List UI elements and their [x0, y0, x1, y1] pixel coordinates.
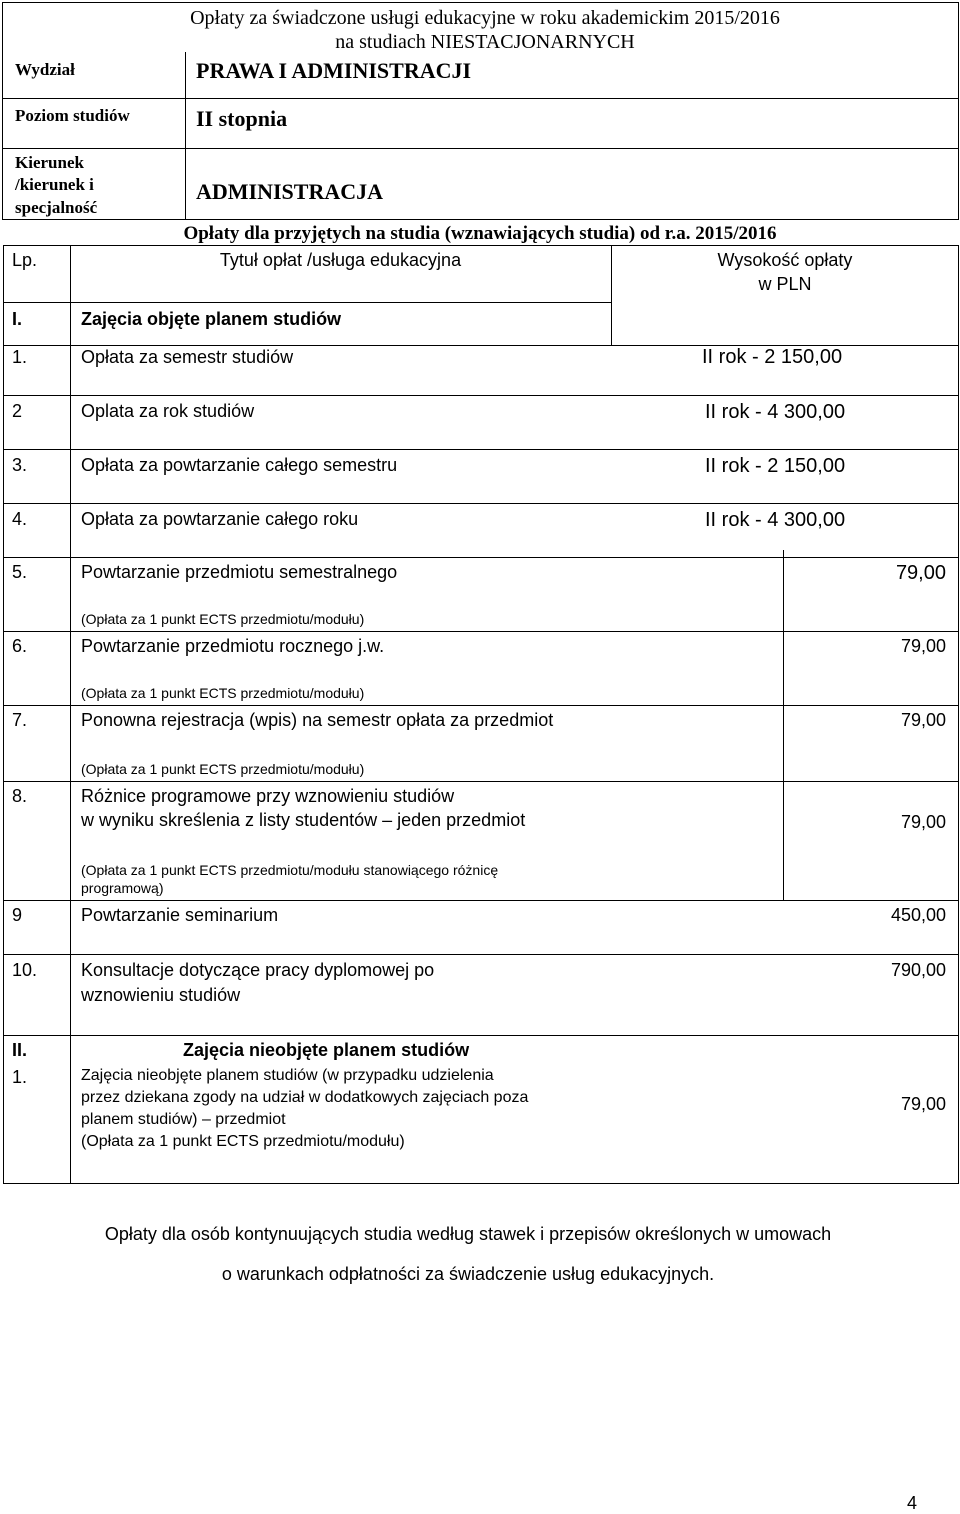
row-lp: 4. — [12, 509, 28, 529]
row-note-line2: programową) — [81, 880, 164, 896]
row-lp: 9 — [12, 905, 23, 925]
row-divider — [3, 557, 959, 558]
row-amount: II rok - 2 150,00 — [702, 346, 843, 368]
row-divider — [3, 395, 959, 396]
row-lp: 5. — [12, 562, 28, 582]
row-title: Opłata za powtarzanie całego roku — [81, 509, 359, 529]
row-title-line2: wznowieniu studiów — [81, 985, 241, 1005]
row-note: (Opłata za 1 punkt ECTS przedmiotu/modułu) — [81, 685, 365, 701]
row-amount: 450,00 — [890, 905, 946, 925]
row-amount: 79,00 — [900, 636, 946, 656]
section-title: Zajęcia objęte planem studiów — [81, 309, 342, 329]
row-lp: 7. — [12, 710, 28, 730]
row-amount: 79,00 — [900, 1094, 946, 1114]
section-number: I. — [12, 309, 23, 329]
row-divider — [3, 449, 959, 450]
row-text-line1: Zajęcia nieobjęte planem studiów (w przypadku udzielenia — [81, 1067, 494, 1084]
row-title: Opłata za powtarzanie całego semestru — [81, 455, 398, 475]
row-amount: 79,00 — [900, 710, 946, 730]
row-divider — [3, 781, 959, 782]
section-title: Zajęcia nieobjęte planem studiów — [183, 1040, 470, 1060]
row-note: (Opłata za 1 punkt ECTS przedmiotu/modułu) — [81, 761, 365, 777]
row-title: Ponowna rejestracja (wpis) na semestr opłata za przedmiot — [81, 710, 554, 730]
row-amount: 79,00 — [900, 812, 946, 832]
divider — [2, 98, 959, 99]
section-number: II. — [12, 1040, 28, 1060]
row-note: (Opłata za 1 punkt ECTS przedmiotu/modułu) — [81, 611, 365, 627]
document-title-line1: Opłaty za świadczone usługi edukacyjne w roku akademickim 2015/2016 — [190, 7, 780, 29]
row-lp: 10. — [12, 960, 38, 980]
row-amount: 79,00 — [895, 562, 946, 584]
row-lp: 3. — [12, 455, 28, 475]
row-divider — [3, 900, 959, 901]
footer-note-line2: o warunkach odpłatności za świadczenie usług edukacyjnych. — [221, 1264, 715, 1284]
row-lp: 6. — [12, 636, 28, 656]
row-text-line2: przez dziekana zgody na udział w dodatkowych zajęciach poza — [81, 1089, 529, 1106]
row-lp: 2 — [12, 401, 23, 421]
divider — [185, 52, 186, 220]
field-label-line2: /kierunek i — [15, 175, 94, 194]
faculty-label: Wydział — [15, 60, 75, 79]
divider — [783, 550, 784, 900]
row-note-line1: (Opłata za 1 punkt ECTS przedmiotu/modułu stanowiącego różnicę — [81, 862, 499, 878]
row-title: Powtarzanie przedmiotu rocznego j.w. — [81, 636, 385, 656]
row-divider — [3, 1035, 959, 1036]
row-text-line3: planem studiów) – przedmiot — [81, 1111, 286, 1128]
page-number: 4 — [907, 1493, 918, 1513]
row-lp: 1. — [12, 347, 28, 367]
row-amount: II rok - 2 150,00 — [705, 455, 846, 477]
document-title-line2: na studiach NIESTACJONARNYCH — [335, 31, 635, 53]
row-title: Opłata za semestr studiów — [81, 347, 294, 367]
column-header-amount-line1: Wysokość opłaty — [717, 250, 853, 270]
row-amount: II rok - 4 300,00 — [705, 401, 846, 423]
row-lp: 8. — [12, 786, 28, 806]
row-amount: 790,00 — [890, 960, 946, 980]
footer-note-line1: Opłaty dla osób kontynuujących studia według stawek i przepisów określonych w umowach — [104, 1224, 832, 1244]
row-divider — [3, 954, 959, 955]
row-title: Oplata za rok studiów — [81, 401, 255, 421]
level-value: II stopnia — [196, 106, 288, 131]
fees-heading: Opłaty dla przyjętych na studia (wznawiających studia) od r.a. 2015/2016 — [183, 223, 777, 244]
divider — [70, 245, 71, 1184]
column-header-lp: Lp. — [12, 250, 38, 270]
field-label-line3: specjalność — [15, 198, 98, 217]
row-title-line1: Różnice programowe przy wznowieniu studiów — [81, 786, 455, 806]
level-label: Poziom studiów — [15, 106, 130, 125]
row-title-line2: w wyniku skreślenia z listy studentów – jeden przedmiot — [81, 810, 526, 830]
row-divider — [3, 302, 611, 303]
row-title-line1: Konsultacje dotyczące pracy dyplomowej po — [81, 960, 435, 980]
field-label-line1: Kierunek — [15, 153, 84, 172]
row-divider — [3, 503, 959, 504]
faculty-value: PRAWA I ADMINISTRACJI — [196, 58, 472, 83]
row-title: Powtarzanie przedmiotu semestralnego — [81, 562, 398, 582]
column-header-amount-line2: w PLN — [758, 274, 812, 294]
row-lp: 1. — [12, 1067, 28, 1087]
column-header-title: Tytuł opłat /usługa edukacyjna — [219, 250, 462, 270]
row-title: Powtarzanie seminarium — [81, 905, 279, 925]
row-text-line4: (Opłata za 1 punkt ECTS przedmiotu/modułu) — [81, 1133, 405, 1150]
row-divider — [3, 631, 959, 632]
row-divider — [3, 705, 959, 706]
divider — [2, 148, 959, 149]
row-amount: II rok - 4 300,00 — [705, 509, 846, 531]
field-value: ADMINISTRACJA — [196, 179, 384, 204]
